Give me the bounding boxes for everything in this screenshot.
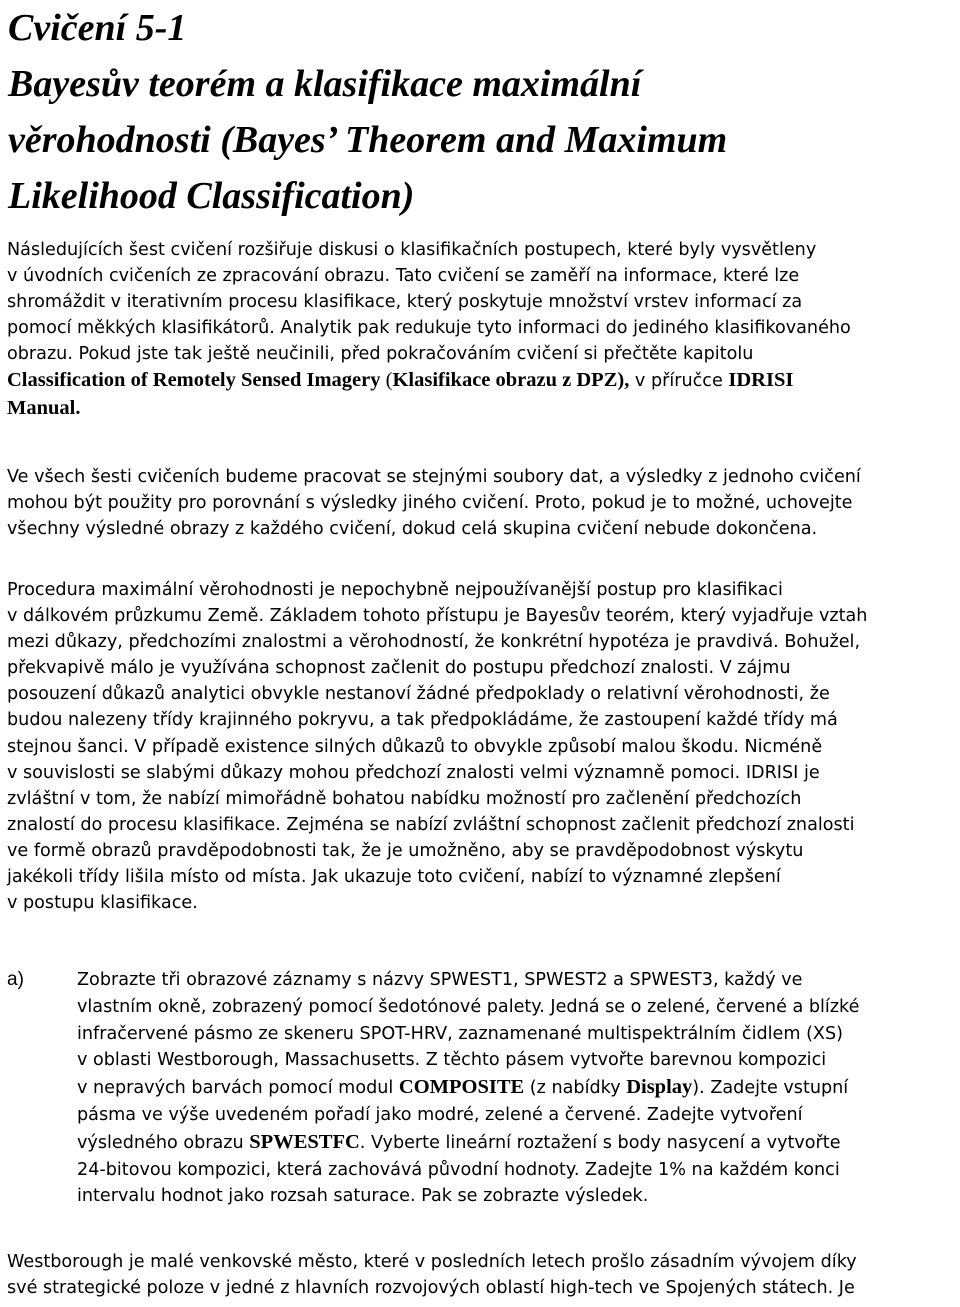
step-a-line-7 (77, 1129, 957, 1157)
step-a-line-5 (77, 1074, 957, 1102)
ml-line-3: mezi důkazy, předchozími znalostmi a věrohodností, že konkrétní hypotéza je pravdivá. Bohužel, (7, 632, 861, 653)
ml-line-8: v souvislosti se slabými důkazy mohou předchozí znalosti velmi významně pomoci. IDRISI je (7, 762, 820, 783)
ml-line-11: ve formě obrazů pravděpodobnosti tak, že je umožněno, aby se pravděpodobnost výskytu (7, 840, 804, 861)
step-a-line-8: 24-bitovou kompozici, která zachovává původní hodnoty. Zadejte 1% na každém konci (77, 1159, 840, 1180)
ml-line-7: stejnou šanci. V případě existence silných důkazů to obvykle způsobí malou škodu. Nicméně (7, 736, 823, 757)
intro-line-7 (7, 395, 952, 422)
step-a-line-5-end: ). Zadejte vstupní (692, 1078, 849, 1099)
step-a-line-3: infračervené pásmo ze skeneru SPOT-HRV, zaznamenané multispektrálním čidlem (XS) (77, 1023, 844, 1044)
manual-chapter-czech: Klasifikace obrazu z DPZ), (392, 369, 630, 392)
paren-open: ( (380, 369, 393, 392)
step-a-marker: a) (7, 969, 24, 990)
intro-line-6 (7, 367, 952, 394)
step-a-line-7-text: výsledného obrazu (77, 1132, 250, 1153)
intro-line-2: v úvodních cvičeních ze zpracování obrazu. Tato cvičení se zaměří na informace, které lze (7, 266, 800, 287)
step-a-line-5-mid: (z nabídky (524, 1078, 627, 1099)
ml-line-13: v postupu klasifikace. (7, 893, 198, 914)
title-line-2: Bayesův teorém a klasifikace maximální (8, 63, 642, 105)
manual-label: Manual. (7, 396, 81, 419)
step-a-line-2: vlastním okně, zobrazený pomocí šedotónové palety. Jedná se o zelené, červené a blízké (77, 996, 860, 1017)
step-a-line-5-text: v nepravých barvách pomocí modul (77, 1078, 399, 1099)
datasets-line-1: Ve všech šesti cvičeních budeme pracovat se stejnými soubory dat, a výsledky z jednoho cvičení (7, 467, 861, 487)
ml-line-9: zvláštní v tom, že nabízí mimořádně bohatou nabídku možností pro začlenění předchozích (7, 788, 802, 809)
intro-paragraph (7, 237, 952, 422)
ml-line-2: v dálkovém průzkumu Země. Základem tohoto přístupu je Bayesův teorém, který vyjadřuje vztah (7, 606, 868, 627)
datasets-line-3: všechny výsledné obrazy z každého cvičení, dokud celá skupina cvičení nebude dokončena. (7, 519, 818, 540)
display-menu-label: Display (626, 1076, 693, 1099)
step-a-line-9: intervalu hodnot jako rozsah saturace. Pak se zobrazte výsledek. (77, 1186, 649, 1207)
intro-line-3: shromáždit v iterativním procesu klasifikace, který poskytuje množství vrstev informací za (7, 292, 803, 313)
maximum-likelihood-paragraph (7, 577, 957, 916)
intro-line-4: pomocí měkkých klasifikátorů. Analytik pak redukuje tyto informaci do jediného klasifikovaného (7, 318, 851, 339)
manual-ref-text: v příručce (629, 371, 729, 392)
ml-line-6: budou nalezeny třídy krajinného pokryvu, a tak předpokládáme, že zastoupení každé třídy má (7, 710, 838, 731)
idrisi-label: IDRISI (728, 369, 794, 392)
westborough-line-1: Westborough je malé venkovské město, které v posledních letech prošlo zásadním vývojem díky (7, 1252, 857, 1272)
step-a-line-7-end: . Vyberte lineární roztažení s body nasycení a vytvořte (359, 1132, 841, 1153)
datasets-line-2: mohou být použity pro porovnání s výsledky jiného cvičení. Proto, pokud je to možné, uchovejte (7, 493, 853, 514)
ml-line-1: Procedura maximální věrohodnosti je nepochybně nejpoužívanější postup pro klasifikaci (7, 580, 783, 600)
composite-module-label: COMPOSITE (398, 1076, 525, 1099)
spwestfc-filename: SPWESTFC (249, 1130, 360, 1153)
datasets-paragraph (7, 464, 952, 542)
manual-chapter-title: Classification of Remotely Sensed Imagery (7, 369, 381, 392)
step-a-line-6: pásma ve výše uvedeném pořadí jako modré, zelené a červené. Zadejte vytvoření (77, 1104, 803, 1125)
intro-line-1: Následujících šest cvičení rozšiřuje diskusi o klasifikačních postupech, které byly vysvětleny (7, 240, 817, 260)
step-a-line-4: v oblasti Westborough, Massachusetts. Z těchto pásem vytvořte barevnou kompozici (77, 1050, 827, 1071)
ml-line-10: znalostí do procesu klasifikace. Zejména se nabízí zvláštní schopnost začlenit předchozí znalosti (7, 814, 855, 835)
title-line-1: Cvičení 5-1 (8, 7, 187, 49)
westborough-line-2: své strategické poloze v jedné z hlavních rozvojových oblastí high-tech ve Spojených státech. Je (7, 1278, 855, 1299)
title-line-3: věrohodnosti (Bayes’ Theorem and Maximum (8, 119, 728, 161)
ml-line-4: překvapivě málo je využívána schopnost začlenit do postupu předchozí znalosti. V zájmu (7, 658, 791, 679)
title-line-4: Likelihood Classification) (8, 175, 415, 217)
ml-line-5: posouzení důkazů analytici obvykle nestanoví žádné předpoklady o relativní věrohodnosti, že (7, 684, 830, 705)
step-a-line-1: Zobrazte tři obrazové záznamy s názvy SPWEST1, SPWEST2 a SPWEST3, každý ve (77, 970, 803, 990)
westborough-paragraph (7, 1249, 957, 1301)
document-title (8, 0, 948, 224)
ml-line-12: jakékoli třídy lišila místo od místa. Jak ukazuje toto cvičení, nabízí to významné zlepšení (7, 867, 781, 888)
step-a-body (77, 967, 957, 1210)
intro-line-5: obrazu. Pokud jste tak ještě neučinili, před pokračováním cvičení si přečtěte kapitolu (7, 344, 754, 365)
